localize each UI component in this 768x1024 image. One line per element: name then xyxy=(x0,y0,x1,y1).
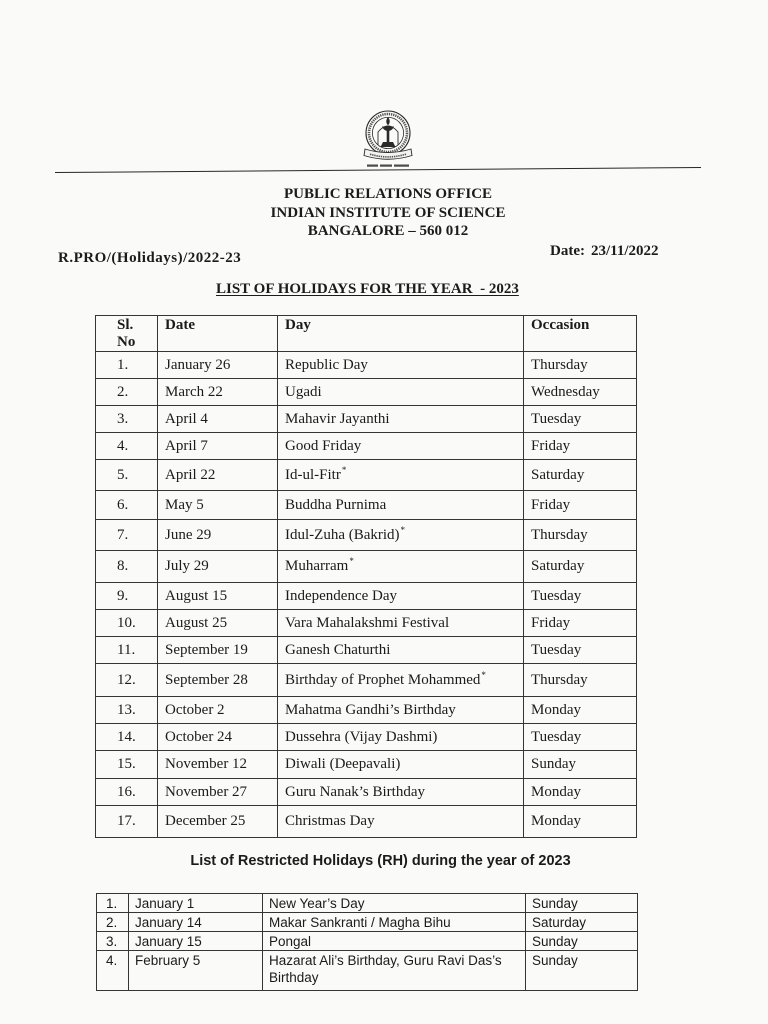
holiday-row xyxy=(96,406,637,433)
date-text: September 19 xyxy=(165,641,248,658)
holiday-row xyxy=(96,779,637,806)
weekday-cell xyxy=(524,637,637,664)
weekday-text: Tuesday xyxy=(531,410,582,427)
holiday-row xyxy=(96,460,637,491)
weekday-text: Saturday xyxy=(532,915,587,930)
weekday-text: Wednesday xyxy=(531,383,600,400)
holiday-row xyxy=(96,583,637,610)
holiday-name-cell xyxy=(278,779,524,806)
date-text: September 28 xyxy=(165,671,248,688)
date-text: January 26 xyxy=(165,356,231,373)
restricted-holiday-row xyxy=(97,932,638,951)
holiday-name-cell xyxy=(278,637,524,664)
sl-no-text: 4. xyxy=(117,437,129,454)
sl-no-cell xyxy=(96,520,158,551)
holiday-name-cell xyxy=(278,379,524,406)
weekday-text: Monday xyxy=(531,783,581,800)
holiday-name-text: Muharram xyxy=(285,558,349,574)
date-cell xyxy=(158,406,278,433)
sl-no-cell xyxy=(97,932,129,951)
holiday-row xyxy=(96,433,637,460)
date-cell xyxy=(129,951,263,991)
holiday-name-cell xyxy=(278,697,524,724)
holiday-row xyxy=(96,664,637,697)
date-text: January 15 xyxy=(135,934,202,949)
holidays-table xyxy=(95,315,637,838)
sl-no-text: 14. xyxy=(117,728,136,745)
date-cell xyxy=(129,894,263,913)
sl-no-text: 13. xyxy=(117,701,136,718)
sl-no-text: 16. xyxy=(117,783,136,800)
footnote-asterisk: * xyxy=(400,524,406,535)
sl-no-cell xyxy=(97,951,129,991)
emblem-lamp xyxy=(381,117,396,147)
sl-no-text: 10. xyxy=(117,614,136,631)
holiday-name-text: Vara Mahalakshmi Festival xyxy=(285,614,450,631)
sl-no-text: 4. xyxy=(106,953,118,968)
weekday-text: Thursday xyxy=(531,526,588,543)
holiday-name-text: Republic Day xyxy=(285,356,368,373)
weekday-text: Sunday xyxy=(532,953,578,968)
sl-no-cell xyxy=(96,491,158,520)
holiday-name-cell xyxy=(278,460,524,491)
holiday-row xyxy=(96,610,637,637)
weekday-text: Sunday xyxy=(532,896,578,911)
holiday-name-cell xyxy=(263,951,526,991)
holiday-name-text: Christmas Day xyxy=(285,813,375,829)
holiday-name-text: Buddha Purnima xyxy=(285,496,387,513)
date-cell xyxy=(129,913,263,932)
date-text: May 5 xyxy=(165,496,204,513)
date-text: November 27 xyxy=(165,783,248,800)
date-cell xyxy=(158,724,278,751)
date-cell xyxy=(158,610,278,637)
date-cell xyxy=(158,551,278,583)
holiday-row xyxy=(96,379,637,406)
date-cell xyxy=(158,583,278,610)
date-text: August 25 xyxy=(165,614,228,631)
holiday-name-cell xyxy=(278,583,524,610)
emblem-caption xyxy=(367,165,409,167)
date-text: March 22 xyxy=(165,383,223,400)
weekday-text: Friday xyxy=(531,437,571,454)
holiday-row xyxy=(96,806,637,838)
weekday-text: Tuesday xyxy=(531,641,582,658)
weekday-cell xyxy=(524,379,637,406)
sl-no-cell xyxy=(96,379,158,406)
date-cell xyxy=(158,697,278,724)
sl-no-cell xyxy=(96,806,158,838)
footnote-asterisk: * xyxy=(481,669,486,680)
document-date xyxy=(550,242,659,261)
weekday-text: Tuesday xyxy=(531,587,582,604)
sl-no-cell xyxy=(96,460,158,491)
weekday-cell xyxy=(524,806,637,838)
holiday-row xyxy=(96,724,637,751)
holiday-name-text: Pongal xyxy=(269,934,312,949)
sl-no-text: 9. xyxy=(117,587,129,604)
holiday-name-text: Ugadi xyxy=(285,383,322,400)
weekday-text: Friday xyxy=(531,496,571,513)
column-header-occasion: Occasion xyxy=(524,316,637,352)
holiday-row xyxy=(96,352,637,379)
sl-no-text: 12. xyxy=(117,671,136,688)
date-cell xyxy=(158,664,278,697)
reference-number: R.PRO/(Holidays)/2022-23 xyxy=(58,250,242,266)
sl-no-text: 2. xyxy=(117,383,129,400)
weekday-text: Sunday xyxy=(532,934,578,949)
weekday-text: Saturday xyxy=(531,466,585,483)
sl-no-text: 3. xyxy=(117,410,129,427)
holiday-name-text: Makar Sankranti / Magha Bihu xyxy=(269,915,451,930)
restricted-holiday-row xyxy=(97,894,638,913)
date-cell xyxy=(158,637,278,664)
weekday-cell xyxy=(524,751,637,779)
holiday-name-text: Independence Day xyxy=(285,587,398,604)
date-text: January 1 xyxy=(135,896,195,911)
weekday-cell xyxy=(524,406,637,433)
date-cell xyxy=(158,352,278,379)
holiday-row xyxy=(96,551,637,583)
sl-no-text: 2. xyxy=(106,915,118,930)
sl-no-cell xyxy=(96,551,158,583)
holiday-name-text: Diwali (Deepavali) xyxy=(285,756,401,772)
holiday-name-text: New Year’s Day xyxy=(269,896,365,911)
weekday-cell xyxy=(524,551,637,583)
sl-no-text: 11. xyxy=(117,641,136,658)
sl-no-cell xyxy=(96,697,158,724)
sl-no-text: 15. xyxy=(117,756,136,772)
sl-no-text: 3. xyxy=(106,934,118,949)
date-cell xyxy=(158,433,278,460)
holiday-name-cell xyxy=(278,551,524,583)
institute-address: BANGALORE – 560 012 xyxy=(307,223,469,239)
sl-no-text: 1. xyxy=(106,896,118,911)
date-cell xyxy=(158,751,278,779)
sl-no-cell xyxy=(97,913,129,932)
sl-no-cell xyxy=(96,406,158,433)
holiday-name-cell xyxy=(278,433,524,460)
weekday-cell xyxy=(524,433,637,460)
weekday-text: Sunday xyxy=(531,756,576,772)
holiday-row xyxy=(96,491,637,520)
date-text: July 29 xyxy=(165,558,209,574)
sl-no-cell xyxy=(97,894,129,913)
holiday-name-text: Ganesh Chaturthi xyxy=(285,641,391,658)
holiday-name-cell xyxy=(278,610,524,637)
holiday-name-text: Guru Nanak’s Birthday xyxy=(285,783,425,800)
weekday-cell xyxy=(524,520,637,551)
holiday-name-text: Birthday of Prophet Mohammed xyxy=(285,671,481,688)
restricted-holidays-table xyxy=(96,893,638,991)
restricted-holiday-row xyxy=(97,951,638,991)
sl-no-cell xyxy=(96,664,158,697)
date-text: January 14 xyxy=(135,915,202,930)
column-header-sl-no: Sl. No xyxy=(96,316,158,352)
holiday-name-text: Good Friday xyxy=(285,437,362,454)
weekday-cell xyxy=(524,491,637,520)
holiday-name-cell xyxy=(278,751,524,779)
weekday-cell xyxy=(526,932,638,951)
weekday-cell xyxy=(524,352,637,379)
weekday-cell xyxy=(526,951,638,991)
date-cell xyxy=(158,520,278,551)
date-text: December 25 xyxy=(165,813,246,829)
sl-no-cell xyxy=(96,433,158,460)
weekday-cell xyxy=(526,894,638,913)
weekday-text: Thursday xyxy=(531,356,588,373)
sl-no-cell xyxy=(96,352,158,379)
holiday-name-cell xyxy=(278,664,524,697)
holiday-name-cell xyxy=(263,913,526,932)
restricted-holiday-row xyxy=(97,913,638,932)
date-value: 23/11/2022 xyxy=(590,243,659,259)
weekday-text: Tuesday xyxy=(531,728,582,745)
holiday-name-text: Dussehra (Vijay Dashmi) xyxy=(285,728,438,745)
weekday-text: Thursday xyxy=(531,671,588,688)
holiday-row xyxy=(96,697,637,724)
date-text: August 15 xyxy=(165,587,228,604)
sl-no-cell xyxy=(96,779,158,806)
holiday-name-cell xyxy=(278,352,524,379)
sl-no-text: 6. xyxy=(117,496,129,513)
date-cell xyxy=(158,491,278,520)
holiday-name-cell xyxy=(278,520,524,551)
restricted-holidays-title: List of Restricted Holidays (RH) during the year of 2023 xyxy=(190,853,571,869)
date-cell xyxy=(158,460,278,491)
sl-no-text: 17. xyxy=(117,813,136,829)
sl-no-cell xyxy=(96,583,158,610)
holiday-name-text: Id-ul-Fitr xyxy=(285,466,341,483)
sl-no-cell xyxy=(96,637,158,664)
weekday-cell xyxy=(524,583,637,610)
sl-no-cell xyxy=(96,751,158,779)
weekday-cell xyxy=(524,460,637,491)
weekday-cell xyxy=(524,697,637,724)
date-text: April 7 xyxy=(165,437,208,454)
date-cell xyxy=(158,806,278,838)
holiday-name-cell xyxy=(278,724,524,751)
holiday-name-cell xyxy=(278,406,524,433)
date-text: April 22 xyxy=(165,466,216,483)
weekday-text: Saturday xyxy=(531,558,585,574)
sl-no-text: 5. xyxy=(117,466,129,483)
iisc-emblem-icon xyxy=(358,108,418,170)
holidays-title: LIST OF HOLIDAYS FOR THE YEAR - 2023 xyxy=(216,281,519,297)
sl-no-text: 1. xyxy=(117,356,129,373)
column-header-day: Day xyxy=(278,316,524,352)
holiday-name-cell xyxy=(263,894,526,913)
office-name: PUBLIC RELATIONS OFFICE xyxy=(283,186,493,202)
holiday-row xyxy=(96,751,637,779)
column-header-date: Date xyxy=(158,316,278,352)
restricted-holidays-table-body xyxy=(97,894,638,991)
date-text: November 12 xyxy=(165,756,248,772)
institute-name: INDIAN INSTITUTE OF SCIENCE xyxy=(270,205,506,221)
date-text: October 24 xyxy=(165,728,233,745)
footnote-asterisk: * xyxy=(341,464,347,475)
sl-no-text: 7. xyxy=(117,526,129,543)
holiday-row xyxy=(96,637,637,664)
holiday-row xyxy=(96,520,637,551)
holiday-name-text: Idul-Zuha (Bakrid) xyxy=(285,526,400,543)
weekday-cell xyxy=(526,913,638,932)
holidays-header-row xyxy=(96,316,637,352)
footnote-asterisk: * xyxy=(349,556,354,566)
holiday-name-cell xyxy=(278,806,524,838)
weekday-text: Monday xyxy=(531,813,581,829)
weekday-cell xyxy=(524,610,637,637)
date-text: February 5 xyxy=(135,953,201,968)
date-text: June 29 xyxy=(165,526,212,543)
weekday-text: Friday xyxy=(531,614,571,631)
date-cell xyxy=(129,932,263,951)
date-label: Date: xyxy=(550,243,585,259)
weekday-cell xyxy=(524,779,637,806)
date-cell xyxy=(158,379,278,406)
date-text: April 4 xyxy=(165,410,208,427)
holiday-name-text: Hazarat Ali’s Birthday, Guru Ravi Das’s Birthday xyxy=(269,953,502,985)
holidays-table-header xyxy=(96,316,637,352)
holiday-name-cell xyxy=(278,491,524,520)
weekday-text: Monday xyxy=(531,701,581,718)
sl-no-text: 8. xyxy=(117,558,129,574)
holiday-name-cell xyxy=(263,932,526,951)
date-text: October 2 xyxy=(165,701,225,718)
sl-no-cell xyxy=(96,724,158,751)
date-cell xyxy=(158,779,278,806)
sl-no-cell xyxy=(96,610,158,637)
holiday-name-text: Mahavir Jayanthi xyxy=(285,410,390,427)
weekday-cell xyxy=(524,724,637,751)
holidays-table-body xyxy=(96,352,637,838)
holiday-name-text: Mahatma Gandhi’s Birthday xyxy=(285,701,456,718)
weekday-cell xyxy=(524,664,637,697)
